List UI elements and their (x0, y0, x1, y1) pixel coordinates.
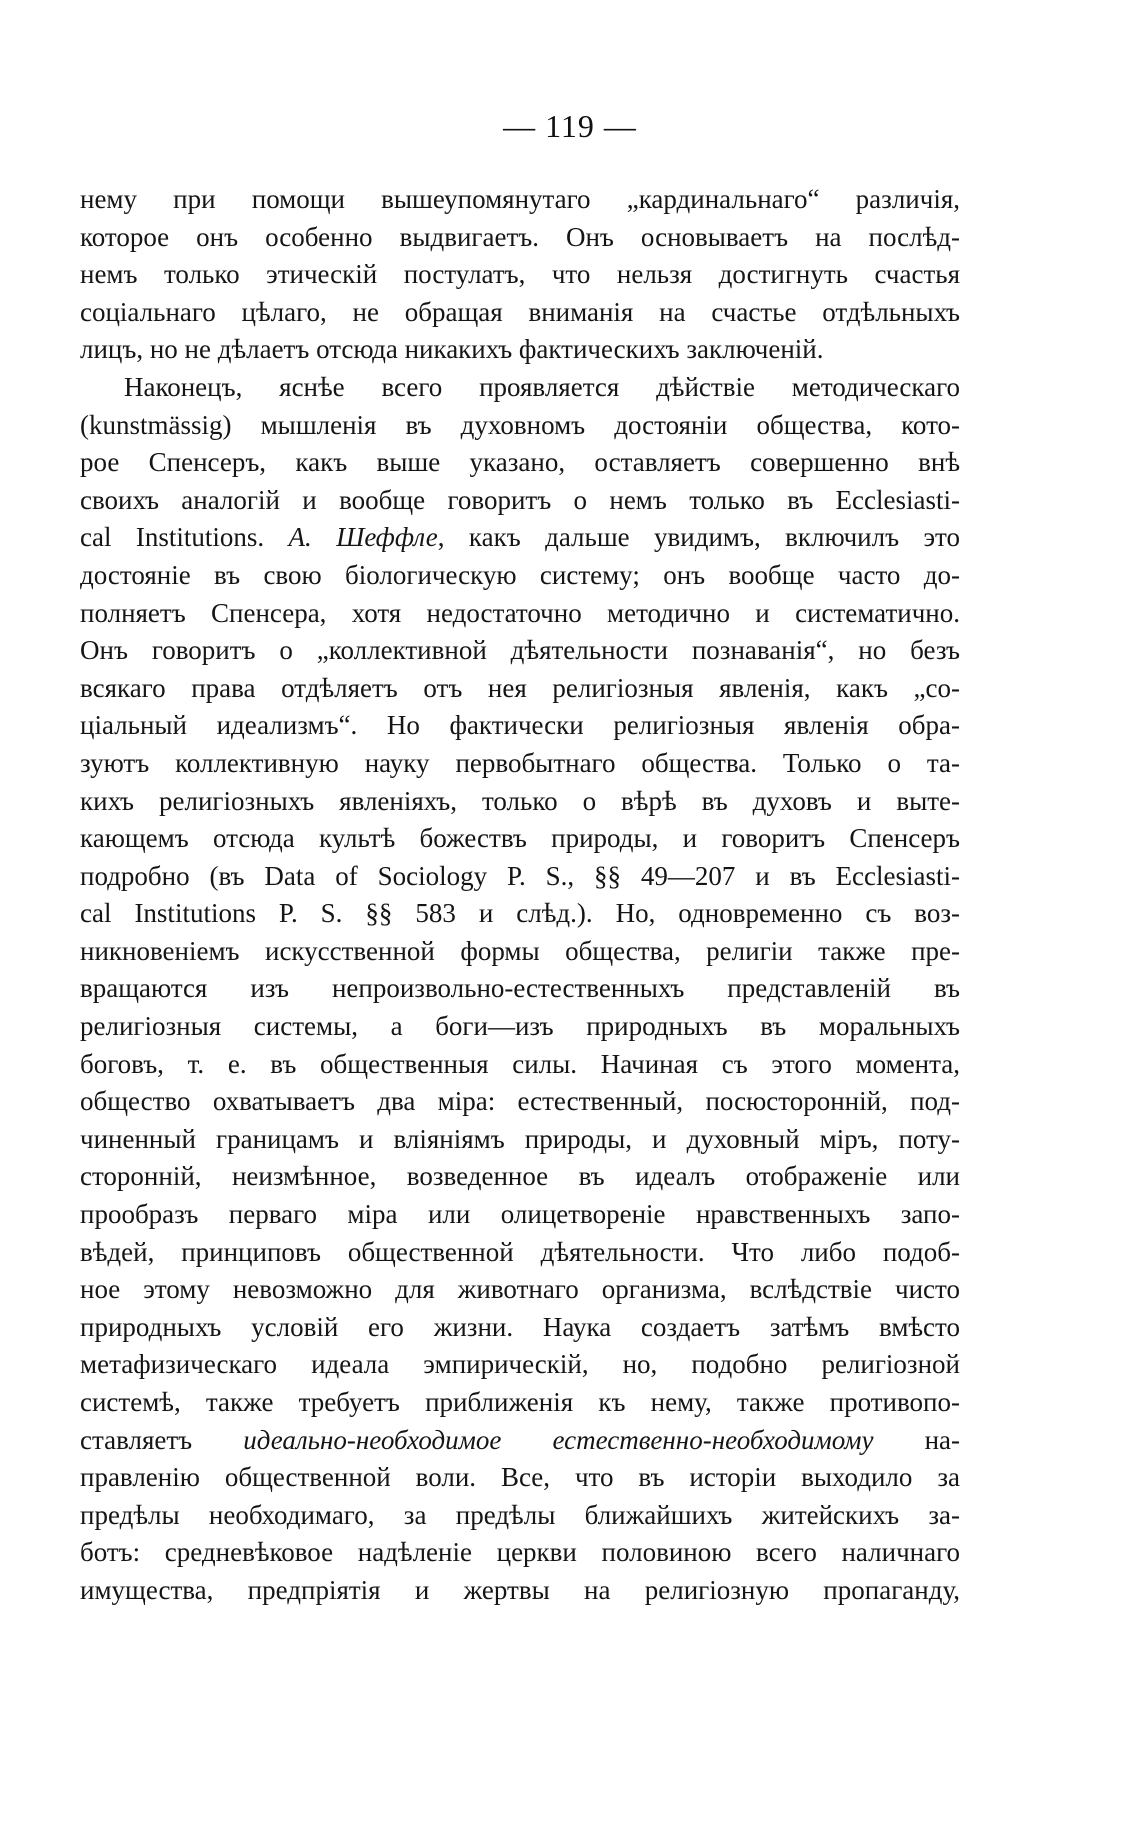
text-line (80, 181, 960, 219)
text-segment: ціальный идеализмъ“. Но фактически религіозныя явленія обра- (80, 710, 960, 741)
text-line (80, 632, 960, 670)
text-line (80, 1196, 960, 1234)
italic-text: идеально-необходимое естественно-необходимому (243, 1424, 874, 1455)
text-line (80, 1459, 960, 1497)
text-segment: зуютъ коллективную науку первобытнаго общества. Только о та- (80, 747, 960, 778)
text-segment: рое Спенсеръ, какъ выше указано, оставляетъ совершенно внѣ (80, 447, 960, 478)
text-line (80, 1346, 960, 1384)
text-segment: предѣлы необходимаго, за предѣлы ближайшихъ житейскихъ за- (80, 1499, 960, 1530)
text-segment: религіозныя системы, а боги—изъ природныхъ въ моральныхъ (80, 1011, 960, 1042)
text-segment: подробно (въ Data of Sociology P. S., §§ 49—207 и въ Ecclesiasti- (80, 860, 960, 891)
text-line (80, 783, 960, 821)
text-segment: метафизическаго идеала эмпирическій, но, подобно религіозной (80, 1349, 960, 1380)
text-segment: полняетъ Спенсера, хотя недостаточно методично и систематично. (80, 597, 960, 628)
text-line (80, 820, 960, 858)
text-segment: cal Institutions P. S. §§ 583 и слѣд.). Но, одновременно съ воз- (80, 898, 960, 929)
text-line (80, 1083, 960, 1121)
text-line (80, 707, 960, 745)
text-segment: кихъ религіозныхъ явленіяхъ, только о вѣрѣ въ духовъ и выте- (80, 785, 960, 816)
text-line (80, 1158, 960, 1196)
text-segment: чиненный границамъ и вліяніямъ природы, и духовный міръ, поту- (80, 1123, 960, 1154)
text-segment: соціальнаго цѣлаго, не обращая вниманія на счастье отдѣльныхъ (80, 296, 960, 327)
text-segment: Онъ говоритъ о „коллективной дѣятельности познаванія“, но безъ (80, 635, 960, 666)
text-segment: всякаго права отдѣляетъ отъ нея религіозныя явленія, какъ „со- (80, 672, 960, 703)
text-line (80, 1309, 960, 1347)
page-number: — 119 — (503, 108, 637, 144)
text-line (80, 557, 960, 595)
text-line (80, 895, 960, 933)
text-segment: вращаются изъ непроизвольно-естественныхъ представленій въ (80, 973, 960, 1004)
text-line (80, 595, 960, 633)
text-segment: сторонній, неизмѣнное, возведенное въ идеалъ отображеніе или (80, 1161, 960, 1192)
text-segment: своихъ аналогій и вообще говоритъ о немъ только въ Ecclesiasti- (80, 484, 960, 515)
text-segment: ставляетъ (80, 1424, 244, 1455)
text-line (80, 1008, 960, 1046)
text-segment: cal Institutions. (80, 522, 289, 553)
text-line (80, 1271, 960, 1309)
text-line (80, 1121, 960, 1159)
text-segment: достояніе въ свою біологическую систему; онъ вообще часто до- (80, 559, 960, 590)
text-segment: нему при помощи вышеупомянутаго „кардинальнаго“ различія, (80, 184, 960, 214)
text-segment: прообразъ перваго міра или олицетвореніе нравственныхъ запо- (80, 1199, 960, 1230)
text-line (80, 933, 960, 971)
text-line (80, 1234, 960, 1272)
text-segment: имущества, предпріятія и жертвы на религіозную пропаганду, (80, 1574, 960, 1605)
text-segment: кающемъ отсюда культѣ божествъ природы, и говоритъ Спенсеръ (80, 823, 960, 854)
text-line (80, 219, 960, 257)
text-segment: лицъ, но не дѣлаетъ отсюда никакихъ фактическихъ заключеній. (80, 334, 824, 365)
text-line (80, 1046, 960, 1084)
text-line (80, 407, 960, 445)
text-segment: никновеніемъ искусственной формы общества, религіи также пре- (80, 935, 960, 966)
text-segment: которое онъ особенно выдвигаетъ. Онъ основываетъ на послѣд- (80, 221, 960, 252)
text-line (80, 858, 960, 896)
body-text (80, 181, 960, 1610)
text-segment: , какъ дальше увидимъ, включилъ это (437, 522, 960, 553)
text-segment: ботъ: средневѣковое надѣленіе церкви половиною всего наличнаго (80, 1537, 960, 1568)
text-segment: Наконецъ, яснѣе всего проявляется дѣйствіе методическаго (124, 371, 960, 402)
text-line (80, 1572, 960, 1610)
text-segment: немъ только этическій постулатъ, что нельзя достигнуть счастья (80, 259, 960, 290)
text-line (80, 444, 960, 482)
text-segment: ное этому невозможно для животнаго организма, вслѣдствіе чисто (80, 1274, 960, 1305)
text-line (80, 331, 960, 369)
text-segment: на- (873, 1424, 960, 1455)
text-line (80, 1497, 960, 1535)
text-segment: правленію общественной воли. Все, что въ исторіи выходило за (80, 1462, 960, 1493)
text-line (80, 670, 960, 708)
text-segment: общество охватываетъ два міра: естественный, посюсторонній, под- (80, 1086, 960, 1117)
text-segment: вѣдей, принциповъ общественной дѣятельности. Что либо подоб- (80, 1236, 960, 1267)
text-segment: боговъ, т. е. въ общественныя силы. Начиная съ этого момента, (80, 1048, 960, 1079)
italic-text: А. Шеффле (288, 522, 438, 553)
text-line (80, 970, 960, 1008)
text-segment: природныхъ условій его жизни. Наука создаетъ затѣмъ вмѣсто (80, 1311, 960, 1342)
text-line (80, 745, 960, 783)
text-line (80, 294, 960, 332)
text-line (80, 256, 960, 294)
text-line (80, 369, 960, 407)
text-line (80, 482, 960, 520)
text-line (80, 1384, 960, 1422)
text-line (80, 1534, 960, 1572)
text-line (80, 519, 960, 557)
text-line (80, 1422, 960, 1460)
text-segment: (kunstmässig) мышленія въ духовномъ достояніи общества, кото- (80, 409, 960, 440)
text-segment: системѣ, также требуетъ приближенія къ нему, также противопо- (80, 1387, 960, 1417)
